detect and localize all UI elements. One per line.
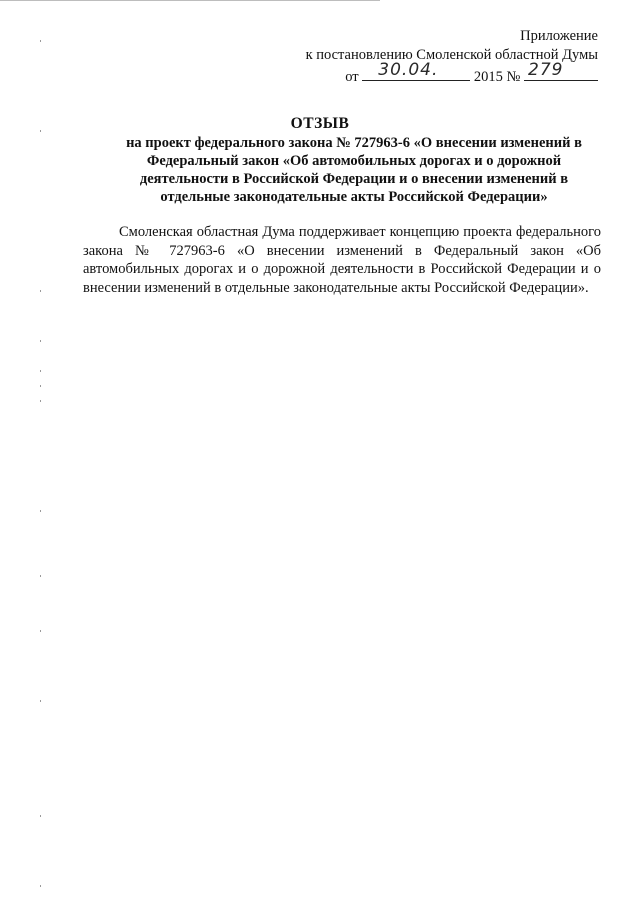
number-prefix: № (506, 69, 521, 85)
document-subtitle: на проект федерального закона № 727963-6 «О внесении изменений в Федеральный закон «Об автомобильных дорогах и о дорожной деятельности в Российской Федерации и о внесении изменений в отдельные законодательные акты Российской Федерации» (126, 135, 582, 205)
year-text: 2015 (473, 69, 503, 85)
handwritten-date: 30.04. (378, 60, 439, 80)
handwritten-number: 279 (528, 60, 564, 80)
appendix-header (306, 27, 598, 87)
date-prefix: от (345, 69, 359, 85)
number-fill-line (524, 60, 598, 81)
date-fill-line (362, 60, 470, 81)
scan-edge-line (0, 0, 380, 1)
appendix-date-number-row (306, 60, 598, 87)
binding-margin-marks (40, 40, 42, 890)
appendix-label: Приложение (520, 28, 598, 44)
document-title: ОТЗЫВ (290, 115, 350, 132)
appendix-resolution-ref: к постановлению Смоленской областной Думы (305, 47, 598, 63)
document-body-paragraph: Смоленская областная Дума поддерживает концепцию проекта федерального закона № 727963-6 «О внесении изменений в Федеральный закон «Об автомобильных дорогах и о дорожной деятельности в Российской Федерации и о внесении изменений в отдельные законодательные акты Российской Федерации». (83, 224, 601, 296)
